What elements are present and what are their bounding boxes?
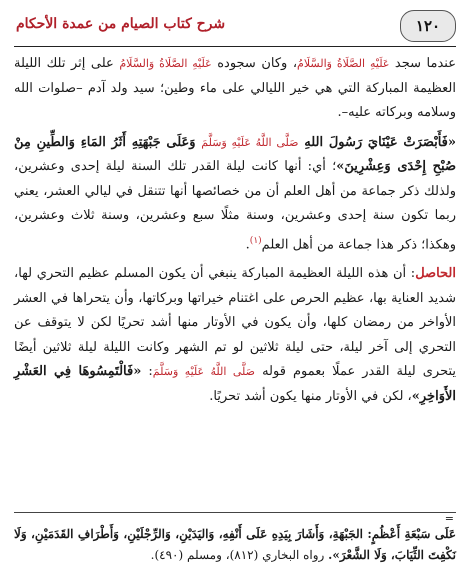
honorific: عَلَيْهِ الصَّلَاةُ وَالسَّلَامُ — [119, 57, 212, 70]
footnote-divider — [14, 512, 456, 513]
honorific: صَلَّى اللَّهُ عَلَيْهِ وَسَلَّمَ — [201, 135, 299, 149]
paragraph-1: عندما سجد عَلَيْهِ الصَّلَاةُ وَالسَّلَامُ، وكان سجوده عَلَيْهِ الصَّلَاةُ وَالسَّلَامُ على إثر تلك الليلة العظيمة المباركة التي هي خير الليالي على ماء وطين؛ سيد ولد آدم –صلوات الله وسلامه وبركاته عليه–. — [14, 56, 456, 120]
hadith-quote: «فَالْتَمِسُوهَا فِي العَشْرِ الأَوَاخِرِ» — [14, 364, 456, 404]
honorific: صَلَّى اللَّهُ عَلَيْهِ وَسَلَّمَ — [152, 365, 256, 379]
footnote — [14, 524, 456, 566]
page-header — [14, 6, 456, 47]
summary-label: الحاصل — [415, 266, 456, 282]
footnote-source: رواه البخاري (٨١٢)، ومسلم (٤٩٠). — [150, 548, 329, 562]
hadith-quote: «فَأَبْصَرَتْ عَيْنَايَ رَسُولَ اللهِ — [298, 134, 457, 150]
running-title: شرح كتاب الصيام من عمدة الأحكام — [16, 16, 226, 32]
footnote-continuation-marker: = — [444, 512, 454, 525]
footnote-quote: عَلَى سَبْعَةِ أَعْظُمٍ: الجَبْهَةِ، وَأَشَارَ بِيَدِهِ عَلَى أَنْفِهِ، وَاليَدَيْنِ، وَالرِّجْلَيْنِ، وَأَطْرَافِ القَدَمَيْنِ، وَلَا نَكْفِتَ الثِّيَابَ، وَلَا الشَّعْرَ». — [14, 527, 456, 562]
main-text — [14, 52, 456, 414]
paragraph-2: «فَأَبْصَرَتْ عَيْنَايَ رَسُولَ اللهِ صَلَّى اللَّهُ عَلَيْهِ وَسَلَّمَ وَعَلَى جَبْهَتِهِ أَثَرُ المَاءِ وَالطِّينِ مِنْ صُبْحِ إِحْدَى وَعِشْرِينَ»؛ أي: أنها كانت ليلة القدر تلك السنة ليلة إحدى وعشرين، ولذلك ذكر جماعة من أهل العلم أن من خصائصها أنها تتنقل في ليالي العشر، يعني ربما تكون سنة إحدى وعشرين، وسنة مثلًا سبع وعشرين، وسنة ثلاث وعشرين، وهكذا؛ ذكر هذا جماعة من أهل العلم$^{(١)}$. — [14, 134, 457, 252]
hadith-quote: وَعَلَى جَبْهَتِهِ أَثَرُ المَاءِ وَالطِّينِ مِنْ صُبْحِ إِحْدَى وَعِشْرِينَ» — [14, 134, 456, 174]
footnote-reference[interactable]: (١) — [249, 235, 262, 246]
paragraph-3: الحاصل: أن هذه الليلة العظيمة المباركة ينبغي أن يكون المسلم عظيم التحري لها، شديد العناية بها، عظيم الحرص على اغتنام خيراتها وبركاتها، وأن يتحراها في العشر الأواخر من رمضان كلها، وأن يكون في الأوتار منها أشد تحريًا لكن لا يتوقف عن التحري إلى آخر ليلة، حتى ليلة ثلاثين لو تم الشهر وكانت الليلة ليلة ثلاثين أيضًا يتحرى ليلة القدر عملًا بعموم قوله صَلَّى اللَّهُ عَلَيْهِ وَسَلَّمَ: «فَالْتَمِسُوهَا فِي العَشْرِ الأَوَاخِرِ»، لكن في الأوتار منها يكون أشد تحريًا. — [14, 266, 457, 404]
page-number-badge: ١٢٠ — [400, 10, 456, 42]
honorific: عَلَيْهِ الصَّلَاةُ وَالسَّلَامُ — [297, 57, 390, 70]
